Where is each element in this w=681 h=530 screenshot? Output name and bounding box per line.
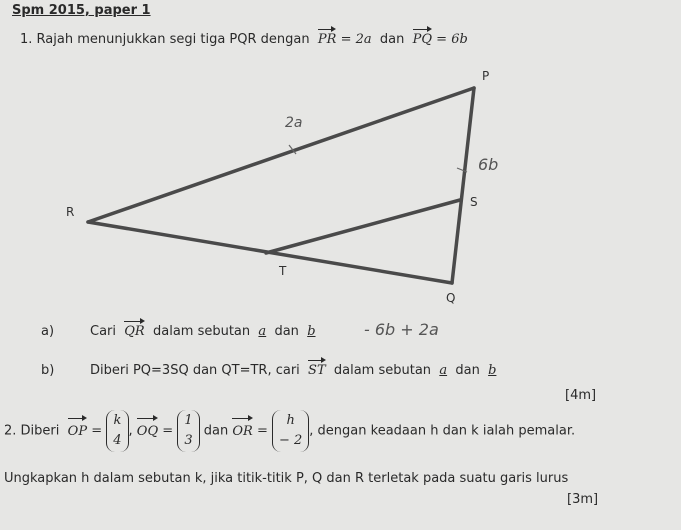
OR-top: h — [286, 413, 295, 428]
part-b-conj: dan — [455, 363, 480, 378]
part-a-label: a) — [41, 324, 55, 339]
part-a-text: Cari — [90, 324, 116, 339]
part-a-question — [90, 324, 316, 339]
part-b-text: Diberi PQ=3SQ dan QT=TR, cari — [90, 363, 300, 378]
part-b-label: b) — [41, 363, 55, 378]
vector-PR-value: = 2a — [340, 32, 372, 47]
vector-PQ-value: = 6b — [436, 32, 468, 47]
question-2-conj: dan — [203, 423, 229, 439]
question-2-text: Diberi — [20, 423, 60, 439]
OR-bottom: − 2 — [278, 433, 303, 448]
variable-a: a — [439, 363, 448, 378]
vector-QR: QR — [124, 324, 145, 339]
question-1-number: 1. — [20, 32, 33, 47]
vector-OR-column — [272, 410, 309, 452]
question-2-marks: [3m] — [567, 492, 599, 507]
OP-bottom: 4 — [113, 433, 122, 448]
vector-OP-column — [106, 410, 128, 452]
question-1-marks: [4m] — [565, 388, 597, 403]
OP-top: k — [113, 413, 122, 428]
question-2-stem: 2. Diberi OP = k 4, OQ = 1 3 dan OR = h − 2, dengan keadaan h dan k ialah pemalar. — [4, 410, 575, 452]
label-P: P — [482, 69, 490, 83]
question-1-text: Rajah menunjukkan segi tiga PQR dengan — [36, 32, 310, 47]
vector-PR: PR — [317, 32, 337, 47]
part-b-text-2: dalam sebutan — [333, 363, 432, 378]
vector-PQ: PQ — [412, 32, 433, 47]
label-R: R — [66, 205, 75, 219]
question-2-tail: , dengan keadaan h dan k ialah pemalar. — [309, 423, 576, 439]
part-a-handwritten-answer: - 6b + 2a — [364, 320, 439, 339]
side-PQ — [452, 88, 474, 283]
part-a-text-2: dalam sebutan — [152, 324, 251, 339]
variable-b: b — [488, 363, 497, 378]
question-1-conj: dan — [379, 32, 405, 47]
annotation-2a: 2a — [285, 115, 303, 131]
page-title: Spm 2015, paper 1 — [12, 3, 151, 18]
vector-OP: OP — [68, 421, 87, 443]
question-2-task: Ungkapkan h dalam sebutan k, jika titik-titik P, Q dan R terletak pada suatu garis lurus — [4, 471, 569, 486]
vector-ST: ST — [308, 363, 326, 378]
OQ-bottom: 3 — [184, 433, 193, 448]
label-S: S — [470, 195, 478, 209]
variable-a: a — [258, 324, 267, 339]
label-Q: Q — [446, 291, 456, 305]
part-b-question — [90, 363, 496, 378]
OQ-top: 1 — [184, 413, 193, 428]
question-2-number: 2. — [4, 423, 17, 439]
annotation-6b: 6b — [478, 155, 499, 174]
variable-b: b — [307, 324, 316, 339]
part-a-conj: dan — [274, 324, 299, 339]
segment-ST — [266, 200, 460, 253]
vector-OQ: OQ — [137, 421, 158, 443]
vector-OQ-column — [177, 410, 199, 452]
label-T: T — [279, 264, 287, 278]
vector-OR: OR — [232, 421, 252, 443]
side-PR — [88, 88, 474, 222]
